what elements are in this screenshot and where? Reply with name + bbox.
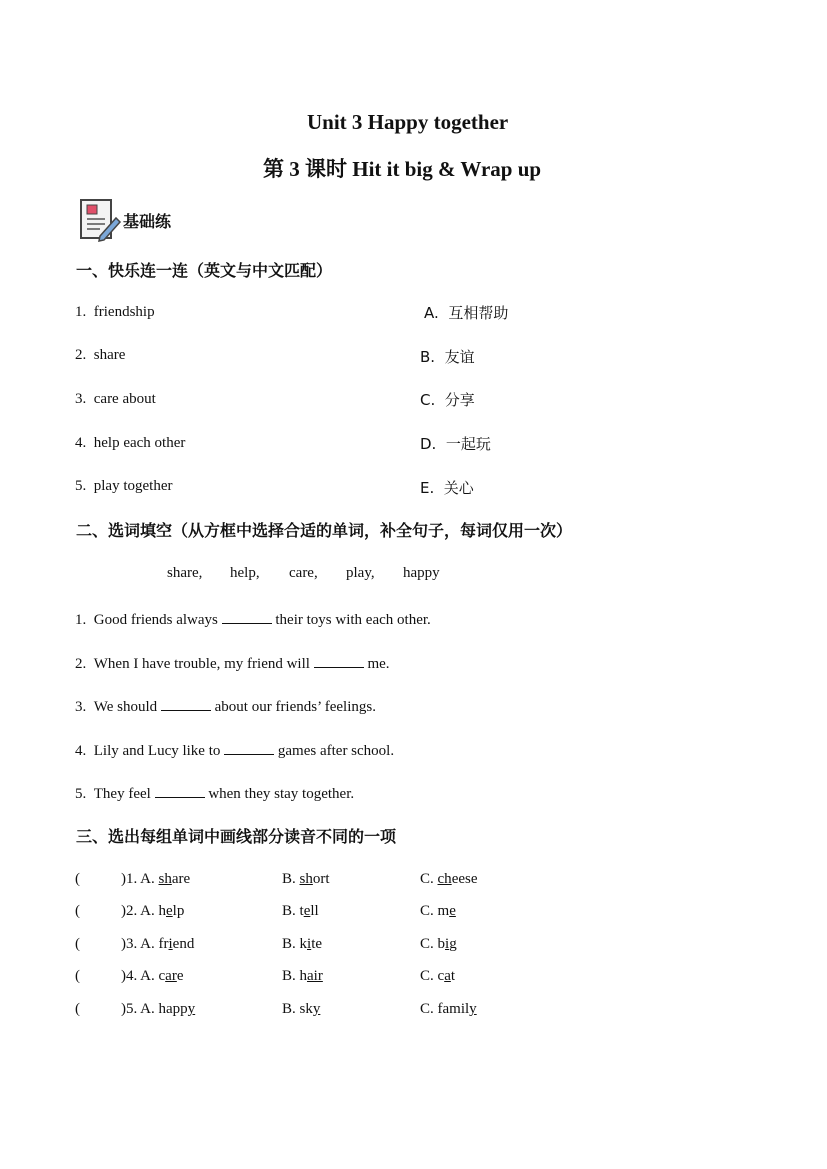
list-item: 1. friendship bbox=[75, 304, 155, 320]
phonics-option-c: C. family bbox=[420, 1001, 477, 1017]
answer-blank[interactable] bbox=[314, 653, 364, 668]
worksheet-icon bbox=[78, 196, 122, 242]
match-option: D. 一起玩 bbox=[420, 435, 491, 453]
fill-sentence: 2. When I have trouble, my friend will me. bbox=[75, 653, 390, 673]
answer-paren[interactable]: ( bbox=[75, 936, 80, 952]
answer-paren[interactable]: ( bbox=[75, 968, 80, 984]
phonics-row: ( )1. A. share bbox=[75, 871, 191, 887]
phonics-option-c: C. cheese bbox=[420, 871, 478, 887]
fill-sentence: 3. We should about our friends’ feelings. bbox=[75, 696, 376, 716]
phonics-row: ( )5. A. happy bbox=[75, 1001, 196, 1017]
list-item: 4. help each other bbox=[75, 435, 186, 451]
phonics-option-b: B. sky bbox=[282, 1001, 321, 1017]
match-option: E. 关心 bbox=[420, 479, 474, 497]
phonics-option-b: B. hair bbox=[282, 968, 323, 984]
match-option: A. 互相帮助 bbox=[424, 304, 509, 322]
fill-sentence: 4. Lily and Lucy like to games after school. bbox=[75, 740, 394, 760]
fill-sentence: 5. They feel when they stay together. bbox=[75, 783, 354, 803]
answer-paren[interactable]: ( bbox=[75, 1001, 80, 1017]
list-item: 3. care about bbox=[75, 391, 156, 407]
match-option: C. 分享 bbox=[420, 391, 475, 409]
word-bank-item: happy bbox=[403, 565, 440, 581]
answer-blank[interactable] bbox=[224, 740, 274, 755]
part1-heading: 一、快乐连一连（英文与中文匹配） bbox=[76, 261, 333, 280]
phonics-option-c: C. big bbox=[420, 936, 457, 952]
word-bank-item: help, bbox=[230, 565, 260, 581]
section-label: 基础练 bbox=[123, 212, 172, 231]
answer-paren[interactable]: ( bbox=[75, 871, 80, 887]
part2-heading: 二、选词填空（从方框中选择合适的单词，补全句子，每词仅用一次） bbox=[76, 521, 573, 540]
phonics-option-b: B. short bbox=[282, 871, 330, 887]
phonics-row: ( )2. A. help bbox=[75, 903, 185, 919]
word-bank bbox=[167, 565, 440, 582]
match-option: B. 友谊 bbox=[420, 348, 475, 366]
lesson-title: 第 3 课时 Hit it big & Wrap up bbox=[263, 157, 542, 181]
phonics-row: ( )3. A. friend bbox=[75, 936, 195, 952]
phonics-row: ( )4. A. care bbox=[75, 968, 184, 984]
fill-sentence: 1. Good friends always their toys with each other. bbox=[75, 609, 431, 629]
phonics-option-c: C. cat bbox=[420, 968, 456, 984]
unit-title: Unit 3 Happy together bbox=[307, 110, 509, 134]
list-item: 2. share bbox=[75, 347, 126, 363]
answer-blank[interactable] bbox=[155, 783, 205, 798]
phonics-option-b: B. kite bbox=[282, 936, 323, 952]
answer-blank[interactable] bbox=[161, 696, 211, 711]
phonics-option-c: C. me bbox=[420, 903, 456, 919]
part3-heading: 三、选出每组单词中画线部分读音不同的一项 bbox=[76, 827, 397, 846]
phonics-option-b: B. tell bbox=[282, 903, 319, 919]
answer-blank[interactable] bbox=[222, 609, 272, 624]
word-bank-item: play, bbox=[346, 565, 375, 581]
word-bank-item: care, bbox=[289, 565, 318, 581]
answer-paren[interactable]: ( bbox=[75, 903, 80, 919]
word-bank-item: share, bbox=[167, 565, 203, 581]
list-item: 5. play together bbox=[75, 478, 173, 494]
